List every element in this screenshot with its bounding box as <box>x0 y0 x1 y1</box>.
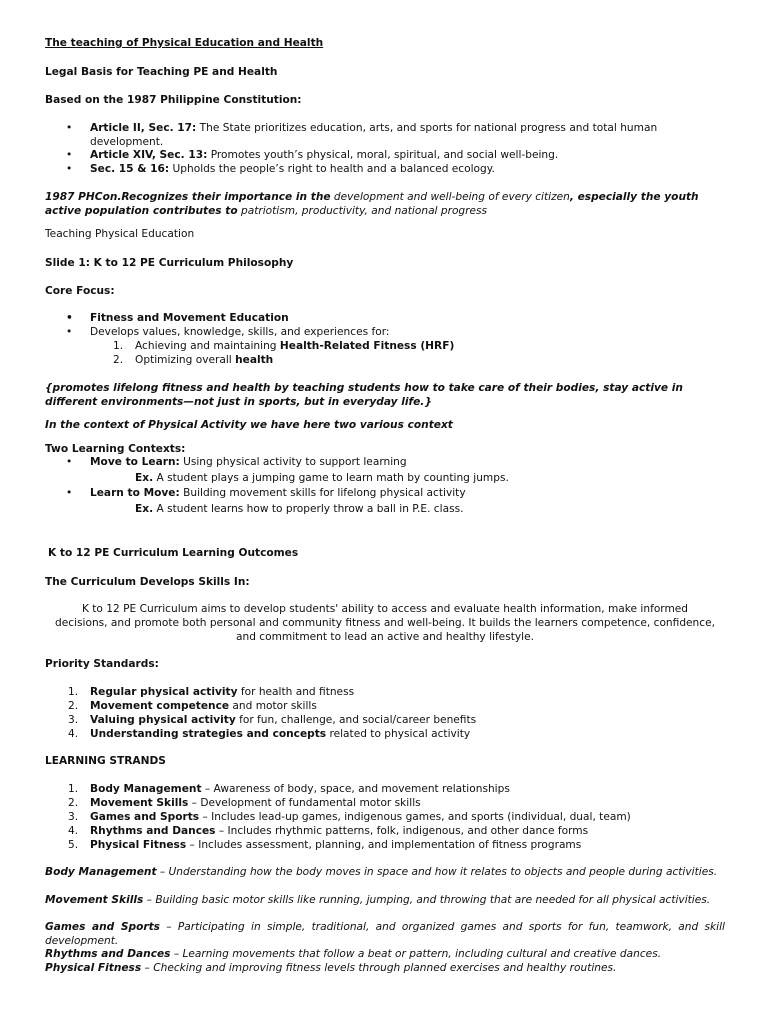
two-contexts-heading: Two Learning Contexts: <box>45 443 186 455</box>
priority-item-3: 3. Valuing physical activity for fun, challenge, and social/career benefits <box>68 714 477 726</box>
priority-item-2: 2. Movement competence and motor skills <box>68 700 317 712</box>
strand-item-5: 5. Physical Fitness – Includes assessment, planning, and implementation of fitness programs <box>68 839 582 851</box>
core-focus-sub-item-2: 2. Optimizing overall health <box>113 354 274 366</box>
core-focus-bullet-develops: • Develops values, knowledge, skills, and experiences for: <box>90 326 725 340</box>
document-title: The teaching of Physical Education and Health <box>45 37 324 49</box>
develops-skills-label: The Curriculum Develops Skills In: <box>45 576 250 588</box>
context-note: In the context of Physical Activity we have here two various context <box>45 419 453 431</box>
context-move-to-learn: • Move to Learn: Using physical activity to support learning <box>90 456 725 470</box>
strand-explanation-1: Body Management – Understanding how the body moves in space and how it relates to objects and people during activities. <box>45 866 718 878</box>
legal-item-sec-15-16: • Sec. 15 & 16: Upholds the people’s right to health and a balanced ecology. <box>90 163 725 177</box>
strand-item-1: 1. Body Management – Awareness of body, space, and movement relationships <box>68 783 510 795</box>
core-focus-sub-item-1: 1. Achieving and maintaining Health-Related Fitness (HRF) <box>113 340 455 352</box>
strand-explanation-3: Games and Sports – Participating in simple, traditional, and organized games and sports for fun, teamwork, and skill development. <box>45 921 725 947</box>
core-focus-label: Core Focus: <box>45 285 115 297</box>
context-learn-to-move: • Learn to Move: Building movement skills for lifelong physical activity <box>90 487 725 501</box>
teaching-pe-label: Teaching Physical Education <box>45 228 195 240</box>
strand-item-3: 3. Games and Sports – Includes lead-up games, indigenous games, and sports (individual, dual, team) <box>68 811 631 823</box>
learning-strands-heading: LEARNING STRANDS <box>45 755 166 767</box>
strand-item-4: 4. Rhythms and Dances – Includes rhythmic patterns, folk, indigenous, and other dance forms <box>68 825 589 837</box>
strand-explanation-2: Movement Skills – Building basic motor skills like running, jumping, and throwing that are needed for all physical activities. <box>45 894 711 906</box>
context-example-2: Ex. A student learns how to properly throw a ball in P.E. class. <box>135 503 464 515</box>
priority-item-4: 4. Understanding strategies and concepts related to physical activity <box>68 728 471 740</box>
strand-explanation-5: Physical Fitness – Checking and improving fitness levels through planned exercises and healthy routines. <box>45 962 617 974</box>
constitution-subheading: Based on the 1987 Philippine Constitution: <box>45 94 302 106</box>
strand-item-2: 2. Movement Skills – Development of fundamental motor skills <box>68 797 421 809</box>
context-example-1: Ex. A student plays a jumping game to learn math by counting jumps. <box>135 472 509 484</box>
outcomes-paragraph: K to 12 PE Curriculum aims to develop students' ability to access and evaluate health information, make informed decisions, and promote both personal and community fitness and well-being. It builds the learners competence, confidence, and commitment to lead an active and healthy lifestyle. <box>55 603 715 643</box>
strand-explanation-4: Rhythms and Dances – Learning movements that follow a beat or pattern, including cultural and creative dances. <box>45 948 662 960</box>
legal-basis-heading: Legal Basis for Teaching PE and Health <box>45 66 278 78</box>
promotes-note: {promotes lifelong fitness and health by teaching students how to take care of their bodies, stay active in different environments—not just in sports, but in everyday life.} <box>45 382 683 408</box>
core-focus-bullet-fitness: • Fitness and Movement Education <box>90 312 725 326</box>
outcomes-heading: K to 12 PE Curriculum Learning Outcomes <box>48 547 299 559</box>
priority-item-1: 1. Regular physical activity for health and fitness <box>68 686 355 698</box>
constitution-note: 1987 PHCon.Recognizes their importance in the development and well-being of every citizen, especially the youth active population contributes to patriotism, productivity, and national progress <box>45 191 699 217</box>
legal-item-article-xiv: • Article XIV, Sec. 13: Promotes youth’s physical, moral, spiritual, and social well-being. <box>90 149 725 163</box>
legal-item-article-ii: • Article II, Sec. 17: The State prioritizes education, arts, and sports for national progress and total human development. <box>90 122 725 150</box>
slide1-heading: Slide 1: K to 12 PE Curriculum Philosophy <box>45 257 294 269</box>
priority-standards-heading: Priority Standards: <box>45 658 159 670</box>
